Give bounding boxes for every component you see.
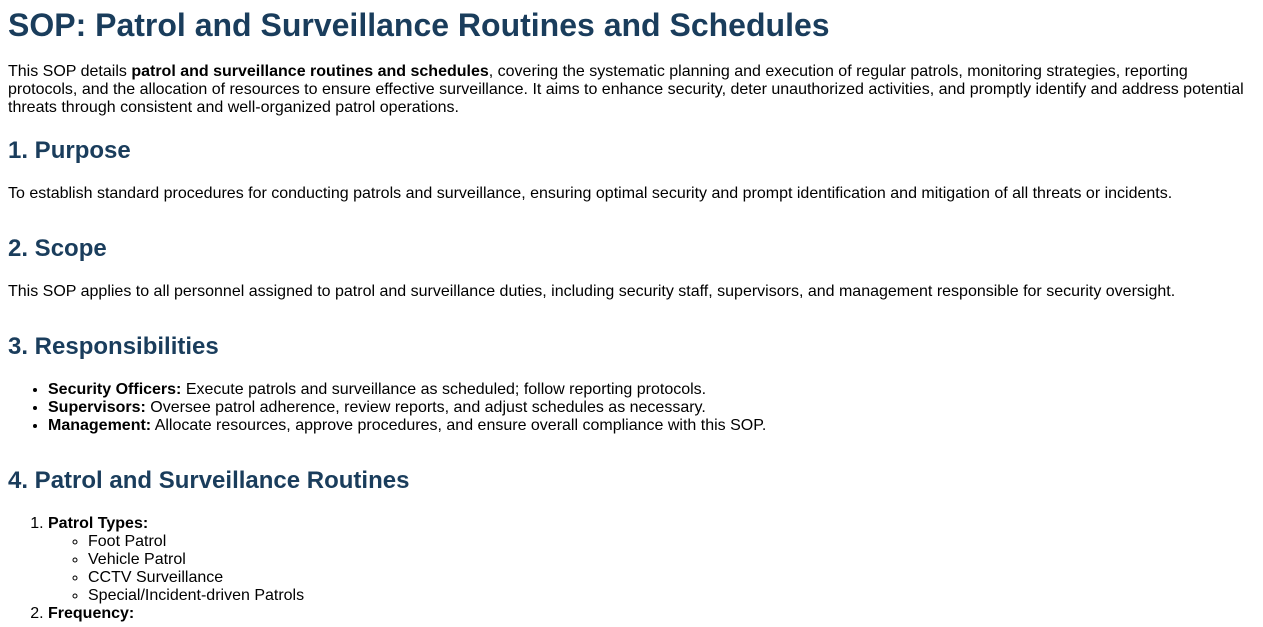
patrol-types-list bbox=[48, 533, 1255, 605]
list-item-text: Allocate resources, approve procedures, and ensure overall compliance with this SOP. bbox=[151, 417, 767, 434]
section-heading-routines: 4. Patrol and Surveillance Routines bbox=[8, 467, 410, 494]
responsibilities-list bbox=[8, 381, 1255, 435]
list-item: ◦ Vehicle Patrol bbox=[88, 551, 1255, 569]
page-title: SOP: Patrol and Surveillance Routines and Schedules bbox=[8, 7, 830, 43]
list-item-label: Management: bbox=[48, 417, 152, 434]
list-item: ◦ Foot Patrol bbox=[88, 533, 1255, 551]
list-item-text: Oversee patrol adherence, review reports, and adjust schedules as necessary. bbox=[145, 399, 706, 416]
list-item: ◦ CCTV Surveillance bbox=[88, 569, 1255, 587]
section-text-purpose: To establish standard procedures for conducting patrols and surveillance, ensuring optimal security and prompt identification and mitigation of all threats or incidents. bbox=[8, 185, 1173, 202]
routines-list bbox=[8, 515, 1255, 623]
list-item bbox=[48, 417, 1255, 435]
section-routines bbox=[8, 467, 1255, 623]
list-item bbox=[48, 381, 1255, 399]
section-scope bbox=[8, 235, 1255, 301]
section-purpose bbox=[8, 137, 1255, 203]
sop-document bbox=[0, 7, 1263, 623]
section-heading-responsibilities: 3. Responsibilities bbox=[8, 333, 219, 360]
section-text-scope: This SOP applies to all personnel assigned to patrol and surveillance duties, including security staff, supervisors, and management responsible for security oversight. bbox=[8, 283, 1176, 300]
intro-text-before: This SOP details bbox=[8, 63, 132, 80]
list-item-label: Supervisors: bbox=[48, 399, 146, 416]
intro-paragraph bbox=[8, 63, 1255, 117]
section-heading-purpose: 1. Purpose bbox=[8, 137, 131, 164]
section-responsibilities bbox=[8, 333, 1255, 435]
list-item bbox=[48, 605, 1255, 623]
list-item-label: Patrol Types: bbox=[48, 515, 149, 532]
list-item-label: Security Officers: bbox=[48, 381, 182, 398]
list-item-label: Frequency: bbox=[48, 605, 135, 622]
intro-text-after: , covering the systematic planning and execution of regular patrols, monitoring strategies, reporting protocols, and the allocation of resources to ensure effective surveillance. It aims to enhance security, deter unauthorized activities, and promptly identify and address potential threats through consistent and well-organized patrol operations. bbox=[8, 63, 1244, 116]
list-item bbox=[48, 515, 1255, 605]
list-item bbox=[48, 399, 1255, 417]
list-item: ◦ Special/Incident-driven Patrols bbox=[88, 587, 1255, 605]
list-item-text: Execute patrols and surveillance as scheduled; follow reporting protocols. bbox=[181, 381, 707, 398]
intro-text-bold: patrol and surveillance routines and schedules bbox=[131, 63, 489, 80]
section-heading-scope: 2. Scope bbox=[8, 235, 107, 262]
